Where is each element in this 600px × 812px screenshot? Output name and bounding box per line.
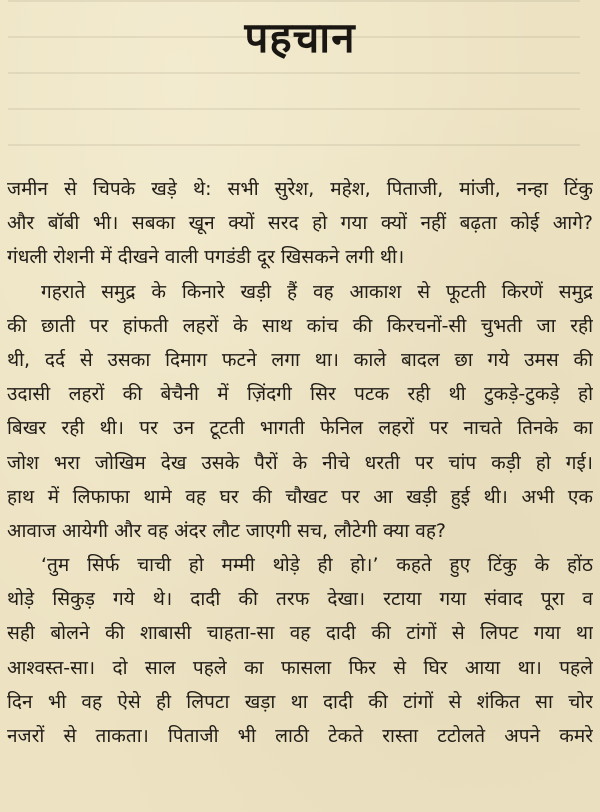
- text-line: नजरों से ताकता। पिताजी भी लाठी टेकते रास्ता टटोलते अपने कमरे: [7, 725, 593, 747]
- text-line: जमीन से चिपके खड़े थे: सभी सुरेश, महेश, पिताजी, मांजी, नन्हा टिंकु: [7, 178, 593, 200]
- text-line: आश्वस्त-सा। दो साल पहले का फासला फिर से घिर आया था। पहले: [7, 656, 593, 679]
- text-line: गंधली रोशनी में दीखने वाली पगडंडी दूर खिसकने लगी थी।: [7, 246, 405, 269]
- text-line: की छाती पर हांफती लहरों के साथ कांच की किरचनों-सी चुभती जा रही: [7, 314, 593, 337]
- text-line: बिखर रही थी। पर उन टूटती भागती फेनिल लहरों पर नाचते तिनके का: [7, 417, 593, 440]
- story-body: [7, 172, 593, 753]
- text-line: उदासी लहरों की बेचैनी में ज़िंदगी सिर पटक रही थी टुकड़े-टुकड़े हो: [7, 383, 593, 406]
- text-line: ‘तुम सिर्फ चाची हो मम्मी थोड़े ही हो।’ कहते हुए टिंकु के होंठ: [41, 554, 593, 577]
- text-line: दिन भी वह ऐसे ही लिपटा खड़ा था दादी की टांगों से शंकित सा चोर: [7, 690, 593, 713]
- text-line: जोश भरा जोखिम देख उसके पैरों के नीचे धरती पर चांप कड़ी हो गई।: [7, 451, 593, 474]
- text-line: सही बोलने की शाबासी चाहता-सा वह दादी की टांगों से लिपट गया था: [7, 622, 593, 645]
- story-title: पहचान: [244, 13, 356, 62]
- text-line: गहराते समुद्र के किनारे खड़ी हैं वह आकाश से फूटती किरणें समुद्र: [41, 280, 593, 303]
- text-line: और बॉबी भी। सबका खून क्यों सरद हो गया क्यों नहीं बढ़ता कोई आगे?: [7, 212, 593, 235]
- text-line: हाथ में लिफाफा थामे वह घर की चौखट पर आ खड़ी हुई थी। अभी एक: [7, 485, 593, 508]
- text-line: थी, दर्द से उसका दिमाग फटने लगा था। काले बादल छा गये उमस की: [7, 348, 593, 371]
- text-line: थोड़े सिकुड़ गये थे। दादी की तरफ देखा। रटाया गया संवाद पूरा व: [7, 588, 593, 611]
- text-line: आवाज आयेगी और वह अंदर लौट जाएगी सच, लौटेगी क्या वह?: [7, 519, 447, 542]
